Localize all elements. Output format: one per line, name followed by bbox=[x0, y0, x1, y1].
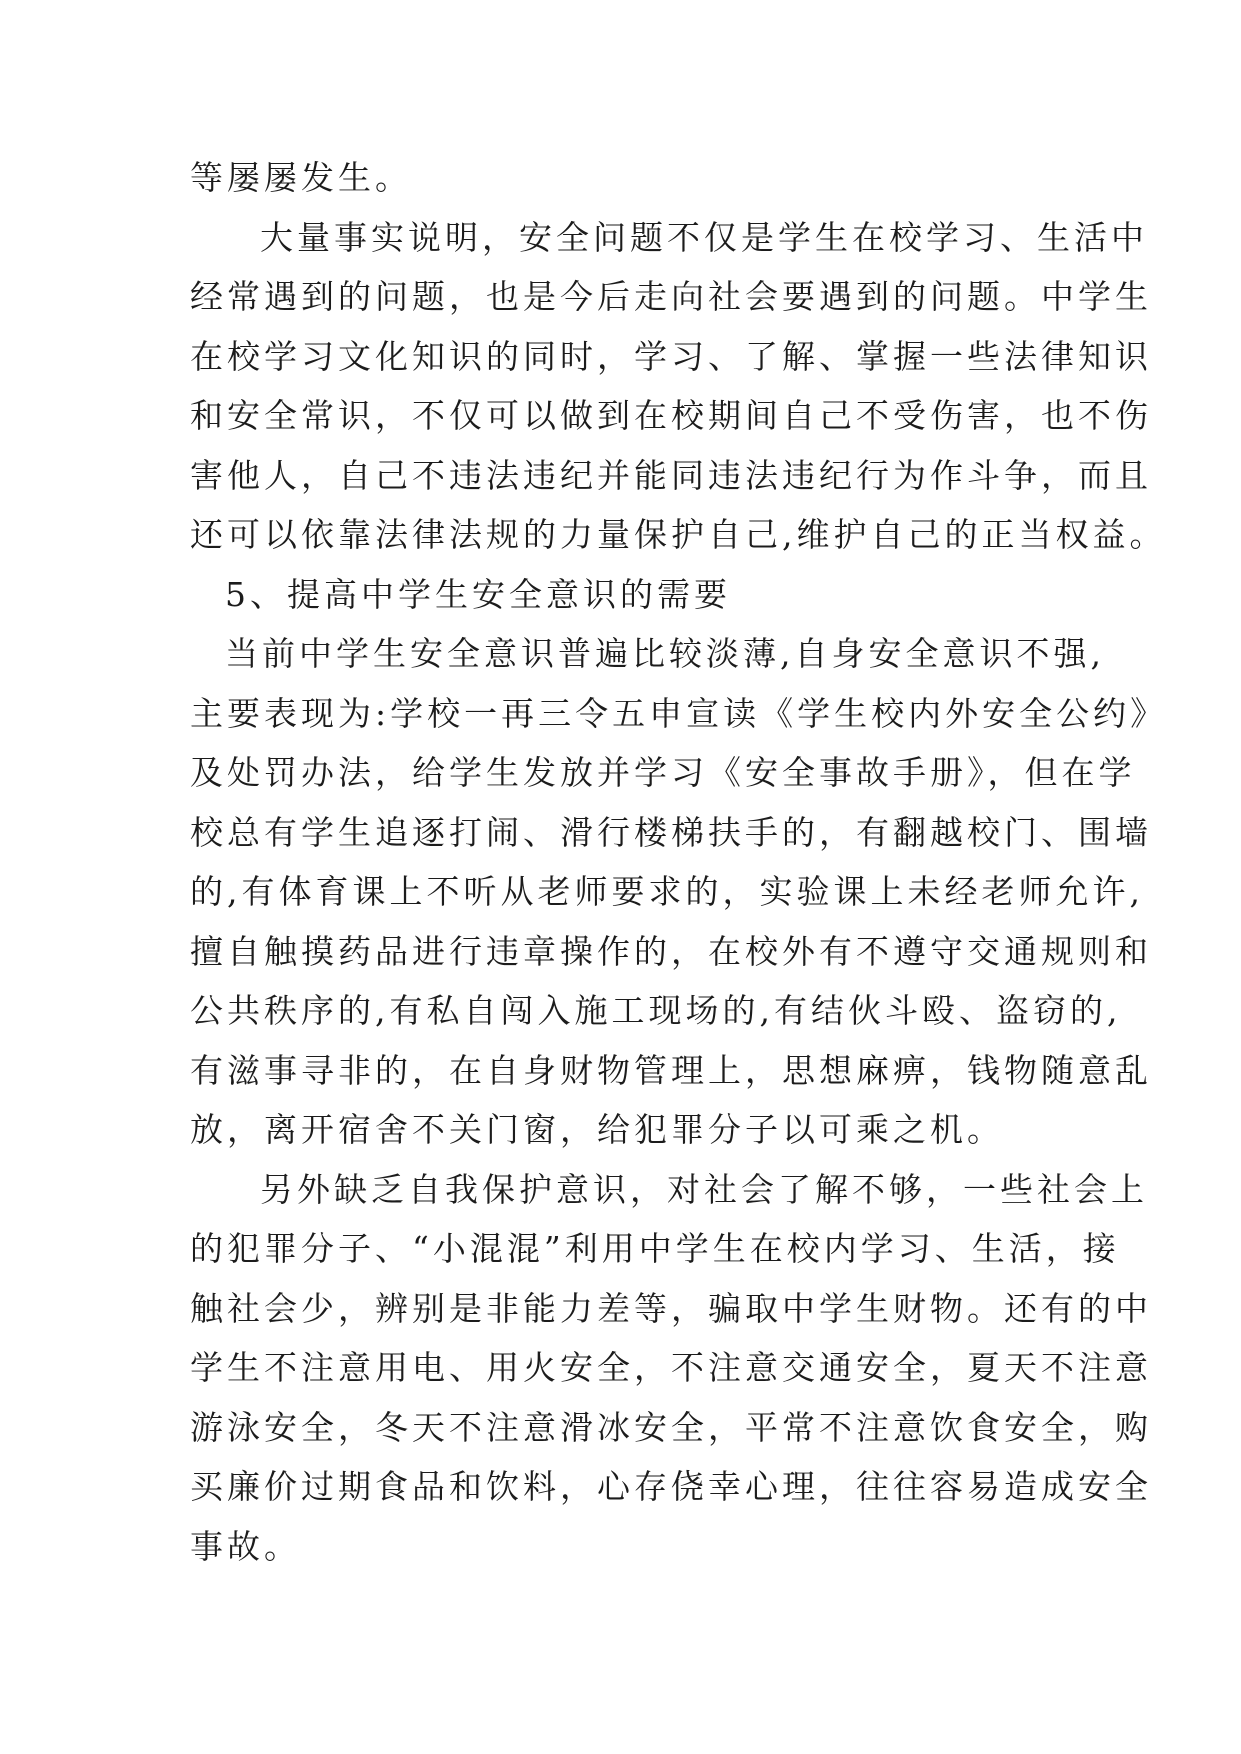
section-heading bbox=[190, 565, 1070, 625]
text-line: 学生不注意用电、用火安全，不注意交通安全，夏天不注意 bbox=[190, 1348, 1152, 1387]
text-line: 等屡屡发生。 bbox=[190, 158, 412, 197]
text-line: 有滋事寻非的，在自身财物管理上，思想麻痹，钱物随意乱 bbox=[190, 1050, 1152, 1090]
paragraph-continuation bbox=[190, 148, 1070, 208]
text-line: 游泳安全，冬天不注意滑冰安全，平常不注意饮食安全，购 bbox=[190, 1407, 1152, 1447]
text-line: 经常遇到的问题，也是今后走向社会要遇到的问题。中学生 bbox=[190, 277, 1152, 316]
text-line: 主要表现为:学校一再三令五申宣读《学生校内外安全公约》 bbox=[190, 693, 1168, 733]
text-line: 大量事实说明，安全问题不仅是学生在校学习、生活中 bbox=[260, 217, 1148, 257]
text-line: 放，离开宿舍不关门窗，给犯罪分子以可乘之机。 bbox=[190, 1110, 1004, 1149]
text-line: 公共秩序的,有私自闯入施工现场的,有结伙斗殴、盗窃的, bbox=[190, 991, 1122, 1030]
text-line: 在校学习文化知识的同时，学习、了解、掌握一些法律知识 bbox=[190, 336, 1152, 376]
text-line: 害他人，自己不违法违纪并能同违法违纪行为作斗争，而且 bbox=[190, 455, 1152, 495]
text-line: 买廉价过期食品和饮料，心存侥幸心理，往往容易造成安全 bbox=[190, 1467, 1152, 1506]
text-line: 触社会少，辨别是非能力差等，骗取中学生财物。还有的中 bbox=[190, 1288, 1152, 1328]
text-line: 和安全常识，不仅可以做到在校期间自己不受伤害，也不伤 bbox=[190, 396, 1152, 435]
text-line: 校总有学生追逐打闹、滑行楼梯扶手的，有翻越校门、围墙 bbox=[190, 812, 1152, 852]
paragraph-safety-facts bbox=[190, 208, 1167, 565]
text-line: 事故。 bbox=[190, 1526, 301, 1566]
text-line: 及处罚办法，给学生发放并学习《安全事故手册》，但在学 bbox=[190, 753, 1136, 792]
text-line: 另外缺乏自我保护意识，对社会了解不够，一些社会上 bbox=[260, 1169, 1148, 1209]
paragraph-current-awareness bbox=[190, 624, 1168, 1160]
text-line: 的,有体育课上不听从老师要求的，实验课上未经老师允许, bbox=[190, 872, 1144, 911]
document-body bbox=[190, 148, 1168, 1576]
text-line: 擅自触摸药品进行违章操作的，在校外有不遵守交通规则和 bbox=[190, 931, 1152, 971]
text-line: 还可以依靠法律法规的力量保护自己,维护自己的正当权益。 bbox=[190, 515, 1167, 554]
text-line: 的犯罪分子、“小混混”利用中学生在校内学习、生活，接 bbox=[190, 1229, 1120, 1268]
text-line: 5、提高中学生安全意识的需要 bbox=[225, 574, 731, 614]
text-line: 当前中学生安全意识普遍比较淡薄,自身安全意识不强, bbox=[225, 634, 1105, 673]
paragraph-self-protection bbox=[190, 1160, 1152, 1577]
